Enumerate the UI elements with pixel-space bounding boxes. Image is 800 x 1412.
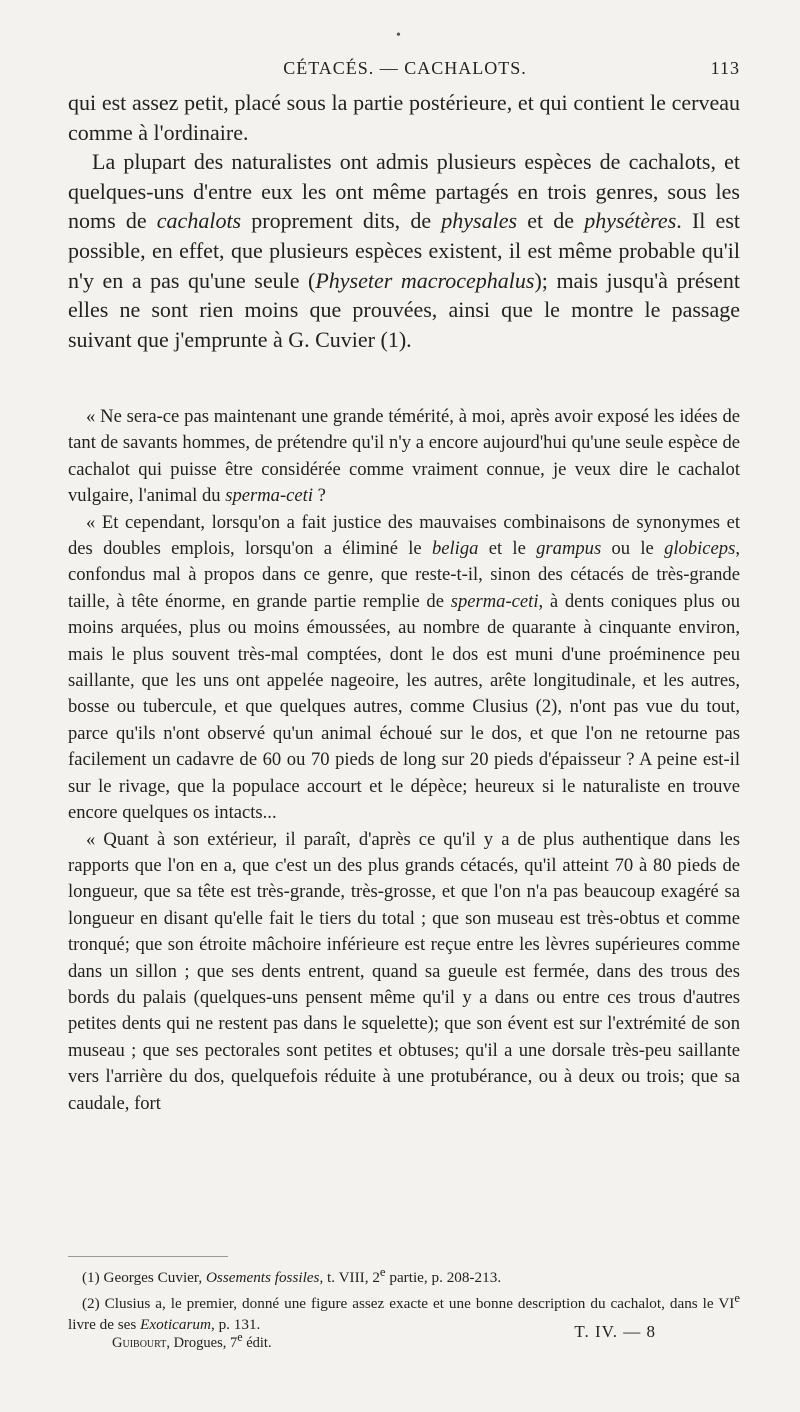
text-run: , p. 131. [210,1316,261,1334]
text-run: , à dents coniques plus ou moins arquées, plus ou moins émoussées, au nombre de quarante à cinquante environ, mais le plus souvent très-mal comptées, dont le dos est muni d'une proéminence peu saillante, que les uns ont appelée nageoire, les autres, arête longitudinale, et les autres, bosse ou tubercule, et que quelques autres, comme Clusius (2), n'ont pas vue du tout, parce qu'ils n'ont observé qu'un animal échoué sur le dos, et que l'on ne retourne pas facilement un cadavre de 60 ou 70 pieds de long sur 20 pieds d'épaisseur ? A peine est-il sur le rivage, que la populace accourt et le dépèce; heureux si le naturaliste en trouve encore quelques os intacts... [68,590,741,824]
text-run: et le [478,538,537,560]
italic-term: physétères [584,208,677,234]
text-run: , t. VIII, 2 [319,1269,380,1287]
italic-term: grampus [536,538,602,560]
quoted-passage [68,404,740,1117]
text-run: ou le [601,538,665,560]
italic-term: cachalots [156,208,242,234]
quote-paragraph [68,510,740,827]
printer-signature [112,1330,272,1352]
running-title: CÉTACÉS. — CACHALOTS. [283,58,527,78]
superscript: e [379,1265,386,1279]
italic-term: physales [441,208,518,234]
paragraph [68,147,740,354]
text-run: ? [313,485,326,507]
text-run: . Il est possible, en effet, que plusieurs espèces existent, il est même probable qu'il n'y en a pas qu'une seule ( [68,208,740,293]
text-run: partie, p. 208-213. [385,1269,502,1287]
quote-paragraph: « Quant à son extérieur, il paraît, d'après ce qu'il y a de plus authentique dans les rapports que l'on en a, que c'est un des plus grands cétacés, qu'il atteint 70 à 80 pieds de longueur, que sa tête est très-grande, très-grosse, et que l'on n'a pas beaucoup exagéré sa longueur en disant qu'elle fait le tiers du total ; que son museau est très-obtus et comme tronqué; que son étroite mâchoire inférieure est reçue entre les lèvres supérieures comme dans un sillon ; que ses dents entrent, quand sa gueule est fermée, dans des trous des bords du palais (quelques-uns pensent même qu'il y a dans ou entre ces trous d'autres petites dents qui ne restent pas dans le squelette); que son évent est sur l'extrémité de son museau ; que ses pectorales sont petites et obtuses; qu'il a une dorsale très-peu saillante vers l'arrière du dos, quelquefois réduite à une protubérance, ou à deux ou trois; que sa caudale, fort [68,828,740,1114]
text-run: et de [517,208,585,234]
author-name: Guibourt [112,1334,167,1351]
top-mark: • [396,28,401,43]
text-run: livre de ses [68,1316,141,1334]
text-run: édit. [242,1334,272,1351]
main-text [68,88,740,354]
quote-paragraph [68,404,740,510]
superscript: e [237,1330,243,1344]
text-run: (2) Clusius a, le premier, donné une figure assez exacte et une bonne description du cachalot, dans le VI [82,1295,735,1313]
footnote-divider [68,1256,228,1257]
page-number: 113 [710,58,740,78]
paragraph: qui est assez petit, placé sous la partie postérieure, et qui contient le cerveau comme à l'ordinaire. [68,90,740,145]
footnote-1 [68,1262,740,1288]
italic-term: beliga [431,538,479,560]
superscript: e [734,1291,740,1306]
text-run: « Et cependant, lorsqu'on a fait justice des mauvaises combinaisons de synonymes et des doubles emplois, lorsqu'on a éliminé le [68,511,740,560]
text-run: , confondus mal à propos dans ce genre, que reste-t-il, sinon des cétacés de très-grande taille, à tête énorme, en grande partie remplie de [68,538,740,612]
text-run: ); mais jusqu'à présent elles ne sont rien moins que prouvées, ainsi que le montre le passage suivant que j'emprunte à G. Cuvier (1). [68,267,741,352]
text-run: , Drogues, 7 [166,1334,238,1351]
text-run: (1) Georges Cuvier, [82,1269,206,1287]
italic-term: sperma-ceti [450,590,539,612]
italic-term: Ossements fossiles [205,1269,320,1287]
text-run: La plupart des naturalistes ont admis plusieurs espèces de cachalots, et quelques-uns d'entre eux les ont même partagés en trois genres, sous les noms de [68,149,740,234]
text-run: « Ne sera-ce pas maintenant une grande témérité, à moi, après avoir exposé les idées de tant de savants hommes, de prétendre qu'il n'y a encore aujourd'hui qu'une seule espèce de cachalot qui puisse être considérée comme vraiment connue, je veux dire le cachalot vulgaire, l'animal du [68,406,740,507]
italic-term: globiceps [664,538,736,560]
text-run: proprement dits, de [241,208,442,234]
italic-term: sperma-ceti [225,485,314,507]
italic-term: Exoticarum [140,1316,211,1334]
volume-signature: T. IV. — 8 [574,1322,656,1341]
italic-term: Physeter macrocephalus [315,267,535,293]
